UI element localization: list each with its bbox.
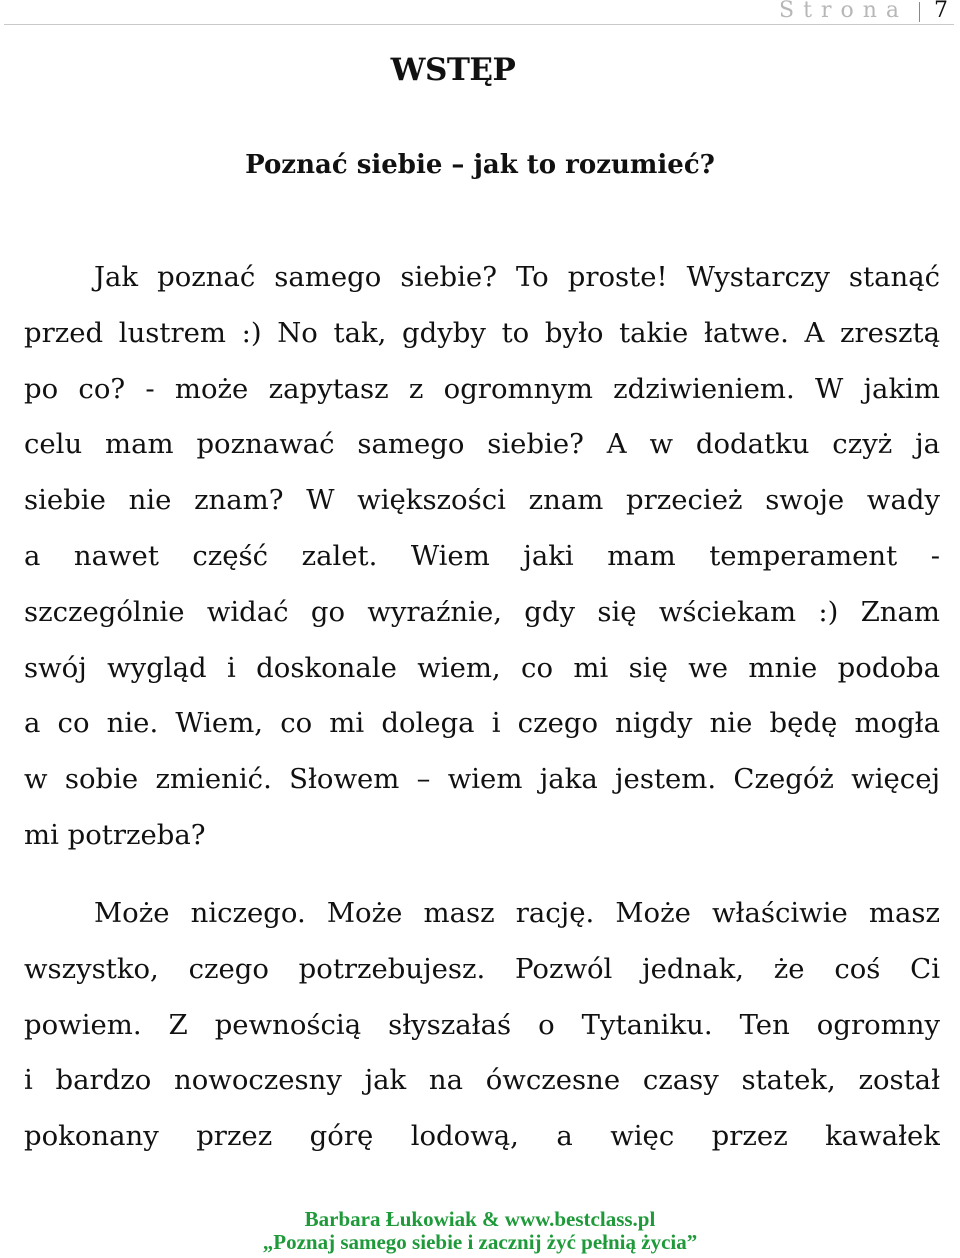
page-number: 7 [934,0,948,23]
text-line: w sobie zmienić. Słowem – wiem jaka jestem. Czegóż więcej [24,763,940,796]
text-line: a nawet część zalet. Wiem jaki mam temperament - [24,539,940,572]
text-line: Może niczego. Może masz rację. Może właściwie masz [94,897,940,929]
text-line: powiem. Z pewnością słyszałaś o Tytaniku. Ten ogromny [24,1008,940,1041]
text-line: mi potrzeba? [24,818,206,851]
text-line: pokonany przez górę lodową, a więc przez kawałek [24,1120,940,1153]
paragraph-2 [24,886,940,1165]
text-line: przed lustrem :) No tak, gdyby to było takie łatwe. A zresztą [24,316,940,349]
page-header [4,0,954,25]
text-line: a co nie. Wiem, co mi dolega i czego nigdy nie będę mogła [24,707,940,740]
section-subtitle: Poznać siebie – jak to rozumieć? [245,150,715,180]
header-separator [919,2,920,22]
page-label: Strona [779,0,908,23]
text-line: szczególnie widać go wyraźnie, gdy się wściekam :) Znam [24,595,940,628]
text-line: swój wygląd i doskonale wiem, co mi się we mnie podoba [24,651,940,684]
text-line: Jak poznać samego siebie? To proste! Wystarczy stanąć [94,261,940,293]
text-line: i bardzo nowoczesny jak na ówczesne czasy statek, został [24,1064,940,1097]
footer-author: Barbara Łukowiak & www.bestclass.pl [304,1207,656,1231]
footer-book-title: „Poznaj samego siebie i zacznij żyć pełnią życia” [262,1230,698,1254]
text-line: wszystko, czego potrzebujesz. Pozwól jednak, że coś Ci [24,952,940,985]
chapter-title: WSTĘP [390,52,516,88]
text-line: siebie nie znam? W większości znam przecież swoje wady [24,484,940,517]
paragraph-1 [24,250,940,864]
text-line: celu mam poznawać samego siebie? A w dodatku czyż ja [24,428,940,461]
text-line: po co? - może zapytasz z ogromnym zdziwieniem. W jakim [24,372,940,405]
